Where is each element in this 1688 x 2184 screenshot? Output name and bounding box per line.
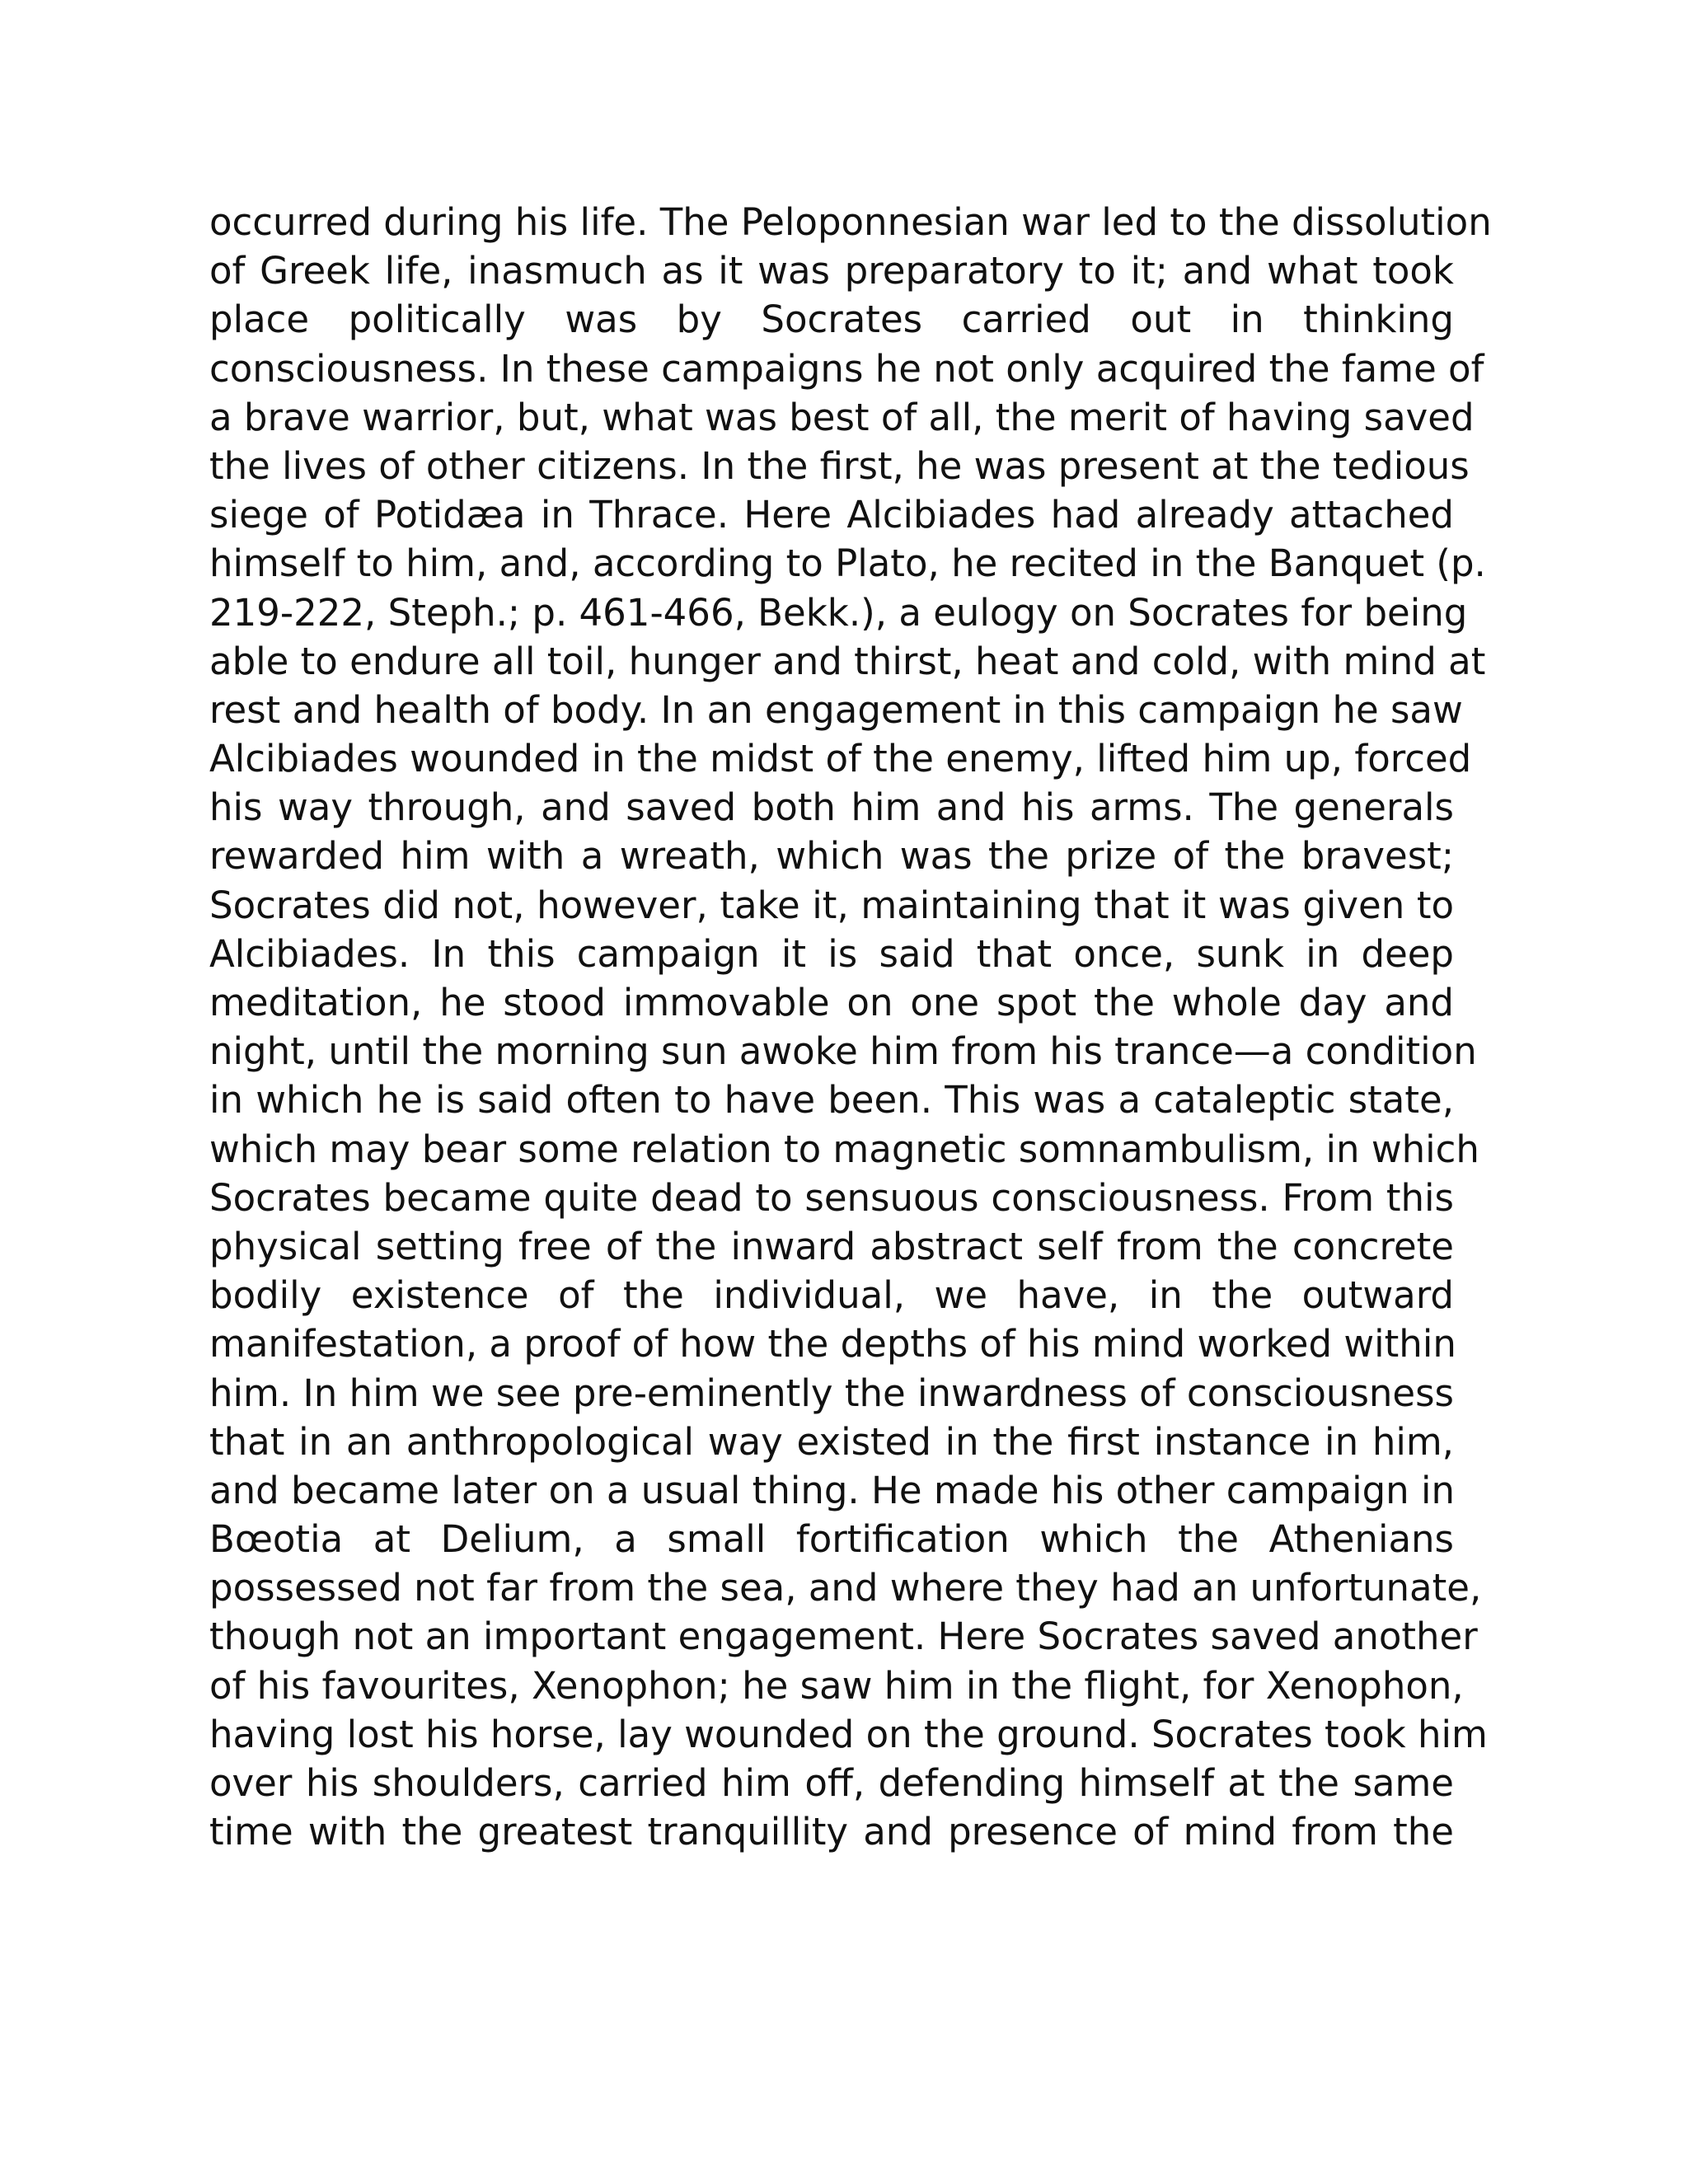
text-line: him. In him we see pre-eminently the inwardness of consciousness	[209, 1371, 1454, 1415]
text-line: time with the greatest tranquillity and presence of mind from the	[209, 1810, 1454, 1854]
text-line: in which he is said often to have been. This was a cataleptic state,	[209, 1078, 1454, 1122]
text-line: Alcibiades. In this campaign it is said that once, sunk in deep	[209, 931, 1454, 976]
text-line: of Greek life, inasmuch as it was preparatory to it; and what took	[209, 249, 1454, 293]
text-line: the lives of other citizens. In the first, he was present at the tedious	[209, 443, 1470, 488]
text-line: a brave warrior, but, what was best of all, the merit of having saved	[209, 395, 1475, 439]
text-line: having lost his horse, lay wounded on the ground. Socrates took him	[209, 1712, 1488, 1756]
text-line: which may bear some relation to magnetic somnambulism, in which	[209, 1127, 1479, 1171]
body-text	[209, 198, 1492, 1856]
text-line: and became later on a usual thing. He made his other campaign in	[209, 1468, 1455, 1512]
text-line: rest and health of body. In an engagement in this campaign he saw	[209, 687, 1463, 732]
text-line: of his favourites, Xenophon; he saw him in the flight, for Xenophon,	[209, 1663, 1464, 1708]
text-line: Bœotia at Delium, a small fortification which the Athenians	[209, 1517, 1454, 1562]
text-line: night, until the morning sun awoke him from his trance—a condition	[209, 1029, 1477, 1074]
text-line: Alcibiades wounded in the midst of the enemy, lifted him up, forced	[209, 737, 1472, 781]
text-line: bodily existence of the individual, we have, in the outward	[209, 1273, 1454, 1318]
text-line: Socrates became quite dead to sensuous consciousness. From this	[209, 1175, 1454, 1220]
text-line: physical setting free of the inward abstract self from the concrete	[209, 1224, 1454, 1268]
text-line: manifestation, a proof of how the depths of his mind worked within	[209, 1322, 1456, 1366]
text-line: his way through, and saved both him and his arms. The generals	[209, 785, 1454, 830]
text-line: Socrates did not, however, take it, maintaining that it was given to	[209, 883, 1454, 927]
text-line: himself to him, and, according to Plato, he recited in the Banquet (p.	[209, 541, 1486, 586]
text-line: siege of Potidæa in Thrace. Here Alcibiades had already attached	[209, 493, 1454, 537]
text-line: able to endure all toil, hunger and thirst, heat and cold, with mind at	[209, 639, 1486, 683]
text-line: rewarded him with a wreath, which was the prize of the bravest;	[209, 834, 1454, 879]
text-line: 219-222, Steph.; p. 461-466, Bekk.), a eulogy on Socrates for being	[209, 590, 1468, 635]
text-line: meditation, he stood immovable on one spot the whole day and	[209, 981, 1454, 1024]
text-line: that in an anthropological way existed in the first instance in him,	[209, 1419, 1454, 1464]
text-line: occurred during his life. The Peloponnesian war led to the dissolution	[209, 200, 1492, 244]
text-line: possessed not far from the sea, and where they had an unfortunate,	[209, 1566, 1482, 1610]
text-line: place politically was by Socrates carried out in thinking	[209, 298, 1454, 342]
text-line: over his shoulders, carried him off, defending himself at the same	[209, 1761, 1454, 1805]
text-line: consciousness. In these campaigns he not only acquired the fame of	[209, 346, 1484, 391]
text-line: though not an important engagement. Here Socrates saved another	[209, 1615, 1478, 1659]
